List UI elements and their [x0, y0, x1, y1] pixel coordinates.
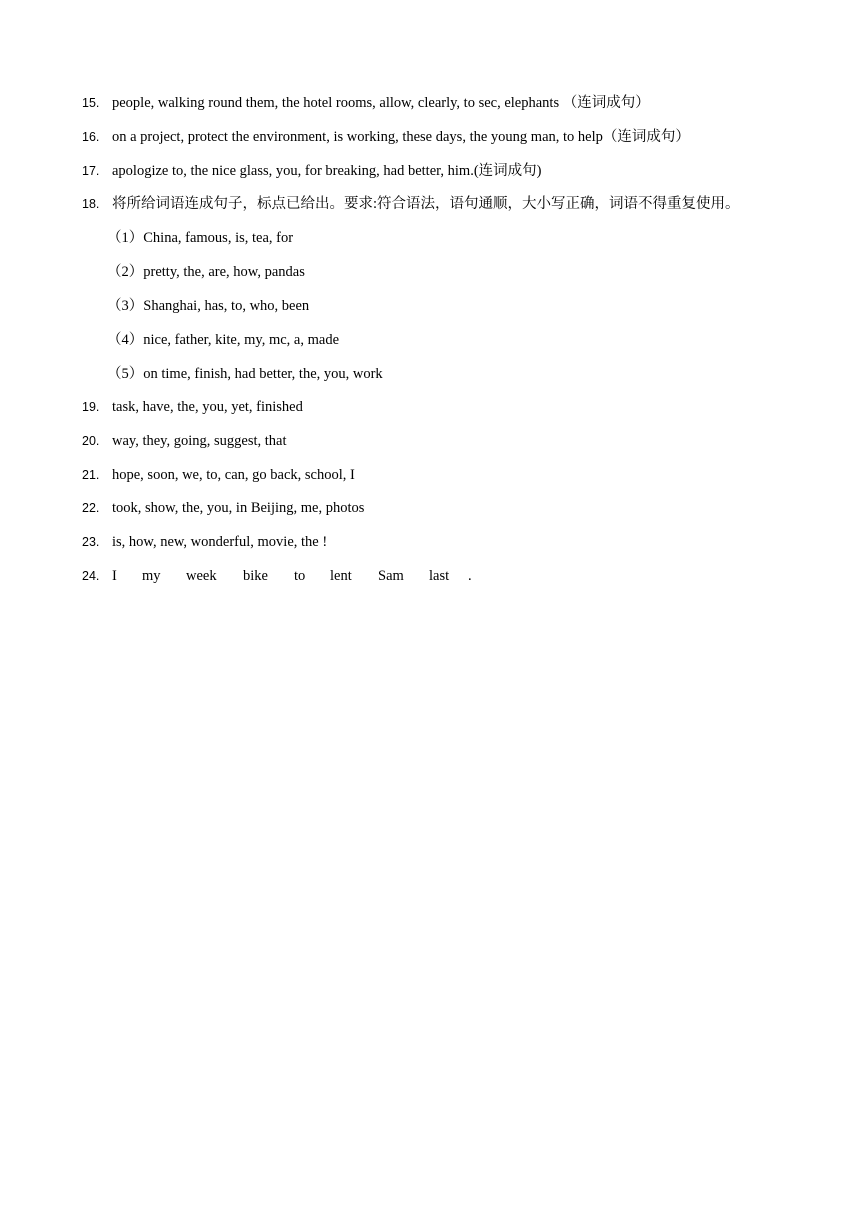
word-tile: to [294, 568, 306, 584]
question-18 [82, 193, 740, 215]
subitem-3 [107, 295, 309, 317]
subitem-text: （5）on time, finish, had better, the, you, work [107, 366, 383, 382]
subitem-1 [107, 227, 293, 249]
question-number: 18. [82, 197, 100, 211]
question-text: 将所给词语连成句子，标点已给出。要求:符合语法，语句通顺，大小写正确，词语不得重复使用。 [112, 196, 740, 212]
question-15 [82, 92, 650, 114]
question-17 [82, 160, 541, 182]
question-20 [82, 430, 287, 452]
word-tile: lent [330, 568, 352, 584]
question-24 [82, 565, 472, 587]
question-21 [82, 464, 355, 486]
question-text: apologize to, the nice glass, you, for breaking, had better, him.(连词成句) [112, 163, 542, 179]
question-text: is, how, new, wonderful, movie, the ! [112, 534, 328, 550]
subitem-text: （1）China, famous, is, tea, for [107, 230, 294, 246]
subitem-text: （2）pretty, the, are, how, pandas [107, 264, 305, 280]
question-text: took, show, the, you, in Beijing, me, photos [112, 500, 365, 516]
question-22 [82, 497, 364, 519]
question-number: 22. [82, 501, 100, 515]
subitem-4 [107, 329, 339, 351]
question-number: 21. [82, 468, 100, 482]
question-text: hope, soon, we, to, can, go back, school, I [112, 467, 355, 483]
question-number: 20. [82, 434, 100, 448]
question-number: 23. [82, 535, 100, 549]
question-text: task, have, the, you, yet, finished [112, 399, 303, 415]
word-tile: Sam [378, 568, 404, 584]
question-number: 15. [82, 96, 100, 110]
subitem-text: （4）nice, father, kite, my, mc, a, made [107, 332, 340, 348]
word-tile: bike [243, 568, 268, 584]
word-tile: I [112, 568, 117, 584]
word-tile: week [186, 568, 217, 584]
question-text: way, they, going, suggest, that [112, 433, 287, 449]
question-text: people, walking round them, the hotel rooms, allow, clearly, to sec, elephants （连词成句） [112, 95, 650, 111]
question-number: 16. [82, 130, 100, 144]
question-number: 24. [82, 569, 100, 583]
question-number: 17. [82, 164, 100, 178]
question-23 [82, 531, 327, 553]
subitem-text: （3）Shanghai, has, to, who, been [107, 298, 310, 314]
word-tile: last [429, 568, 450, 584]
question-19 [82, 396, 303, 418]
subitem-2 [107, 261, 305, 283]
word-tile: my [142, 568, 161, 584]
subitem-5 [107, 363, 383, 385]
word-tile: . [468, 568, 472, 584]
question-16 [82, 126, 690, 148]
question-number: 19. [82, 400, 100, 414]
question-text: on a project, protect the environment, is working, these days, the young man, to help（连词成句） [112, 129, 690, 145]
